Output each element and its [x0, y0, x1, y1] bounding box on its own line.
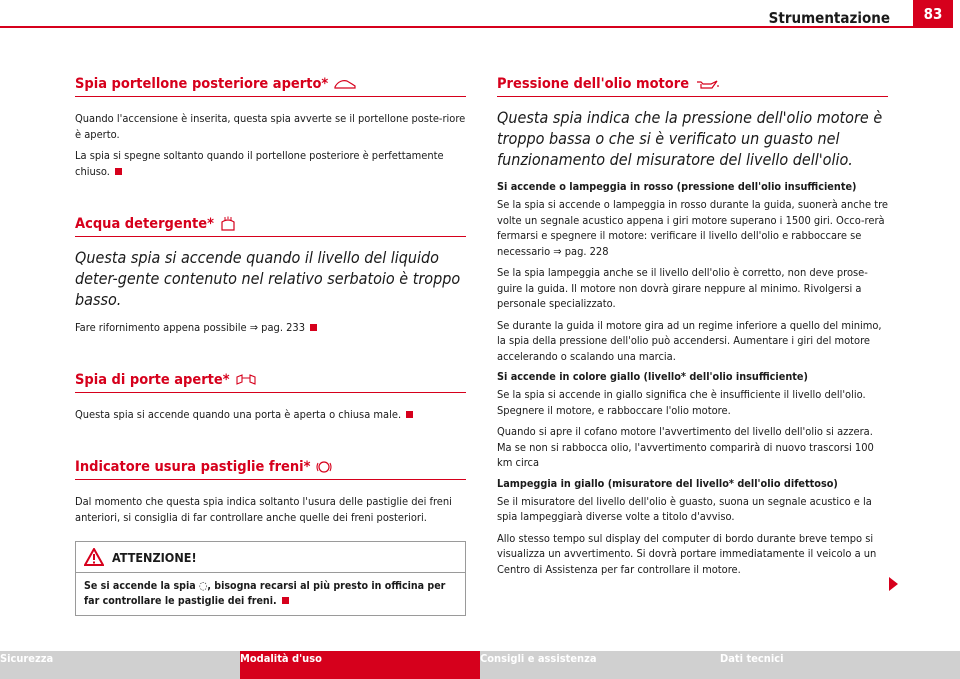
end-mark-icon — [115, 168, 122, 175]
end-mark-icon — [310, 324, 317, 331]
end-mark-icon — [406, 411, 413, 418]
footer-tab-consigli[interactable]: Consigli e assistenza — [480, 651, 720, 679]
open-doors-icon — [236, 374, 256, 386]
footer-tab-modalita-uso[interactable]: Modalità d'uso — [240, 651, 480, 679]
subheading: Si accende o lampeggia in rosso (pressione dell'olio insufficiente) — [497, 180, 857, 193]
subheading: Lampeggia in giallo (misuratore del livello* dell'olio difettoso) — [497, 476, 838, 490]
washer-fluid-icon — [220, 216, 236, 232]
paragraph: Dal momento che questa spia indica soltanto l'usura delle pastiglie dei freni anteriori, si consiglia di far controllare anche quelle dei freni posteriori. — [75, 495, 452, 524]
section-heading-washer — [75, 216, 466, 237]
warning-text: Se si accende la spia ◌, bisogna recarsi al più presto in officina per far controllare le pastiglie dei freni. — [84, 580, 446, 607]
paragraph: Quando l'accensione è inserita, questa spia avverte se il portellone poste-riore è aperto. — [75, 112, 466, 141]
next-page-arrow-icon[interactable] — [889, 577, 898, 591]
car-tailgate-icon — [334, 78, 356, 90]
section-heading-doors — [75, 372, 466, 393]
lead-text: Questa spia si accende quando il livello del liquido deter-gente contenuto nel relativo serbatoio è troppo basso. — [75, 248, 461, 309]
warning-title: ATTENZIONE! — [112, 549, 197, 565]
subheading: Si accende in colore giallo (livello* dell'olio insufficiente) — [497, 370, 808, 383]
page-number: 83 — [913, 0, 953, 28]
left-column — [75, 76, 466, 616]
section-title: Acqua detergente* — [75, 216, 214, 232]
section-title: Pressione dell'olio motore — [497, 76, 690, 92]
lead-text: Questa spia indica che la pressione dell'olio motore è troppo bassa o che si è verificato un guasto nel funzionamento del misuratore del livello dell'olio. — [497, 108, 883, 169]
section-title: Spia portellone posteriore aperto* — [75, 76, 329, 92]
paragraph: Se la spia si accende o lampeggia in rosso durante la guida, suonerà anche tre volte un segnale acustico appena i giri motore superano i 1500 giri. Occo-rerà fermarsi e spegnere il motore: verificare il livello dell'olio e rabboccare se necessario ⇒ pag. 228 — [497, 198, 889, 258]
warning-box — [75, 541, 466, 616]
footer-nav — [0, 651, 960, 679]
section-title: Indicatore usura pastiglie freni* — [75, 459, 311, 475]
right-column — [497, 76, 888, 583]
paragraph: Quando si apre il cofano motore l'avvertimento del livello dell'olio si azzera. Ma se non si rabbocca olio, l'avvertimento comparirà di nuovo trascorsi 100 km circa — [497, 425, 874, 469]
section-heading-oil-pressure — [497, 76, 888, 97]
paragraph: La spia si spegne soltanto quando il portellone posteriore è perfettamente chiuso. — [75, 149, 444, 178]
footer-tab-sicurezza[interactable]: Sicurezza — [0, 651, 240, 679]
paragraph: Se la spia si accende in giallo significa che è insufficiente il livello dell'olio. Spegnere il motore, e rabboccare l'olio motore. — [497, 388, 866, 417]
paragraph: Fare rifornimento appena possibile ⇒ pag. 233 — [75, 320, 466, 336]
page-title: Strumentazione — [768, 9, 890, 27]
paragraph: Se il misuratore del livello dell'olio è guasto, suona un segnale acustico e la spia lampeggiarà diverse volte a titolo d'avviso. — [497, 494, 872, 523]
paragraph: Se la spia lampeggia anche se il livello dell'olio è corretto, non deve prose-guire la guida. Il motore non dovrà girare neppure al minimo. Rivolgersi a personale specializzato. — [497, 266, 868, 310]
section-heading-tailgate — [75, 76, 466, 97]
warning-triangle-icon — [84, 548, 104, 566]
section-title: Spia di porte aperte* — [75, 371, 230, 388]
end-mark-icon — [282, 597, 289, 604]
brake-pad-icon — [316, 459, 332, 475]
footer-tab-dati-tecnici[interactable]: Dati tecnici — [720, 651, 960, 679]
section-heading-brake-pads — [75, 459, 466, 480]
paragraph: Questa spia si accende quando una porta è aperta o chiusa male. — [75, 407, 466, 423]
paragraph: Se durante la guida il motore gira ad un regime inferiore a quello del minimo, la spia della pressione dell'olio può accendersi. Aumentare i giri del motore accelerando o scalando una marcia. — [497, 318, 882, 363]
warning-header — [76, 542, 465, 573]
paragraph: Allo stesso tempo sul display del computer di bordo durante breve tempo si visualizza un avvertimento. Si dovrà portare immediatamente il veicolo a un Centro di Assistenza per far controllare il motore. — [497, 531, 877, 576]
oil-can-icon — [695, 78, 719, 90]
